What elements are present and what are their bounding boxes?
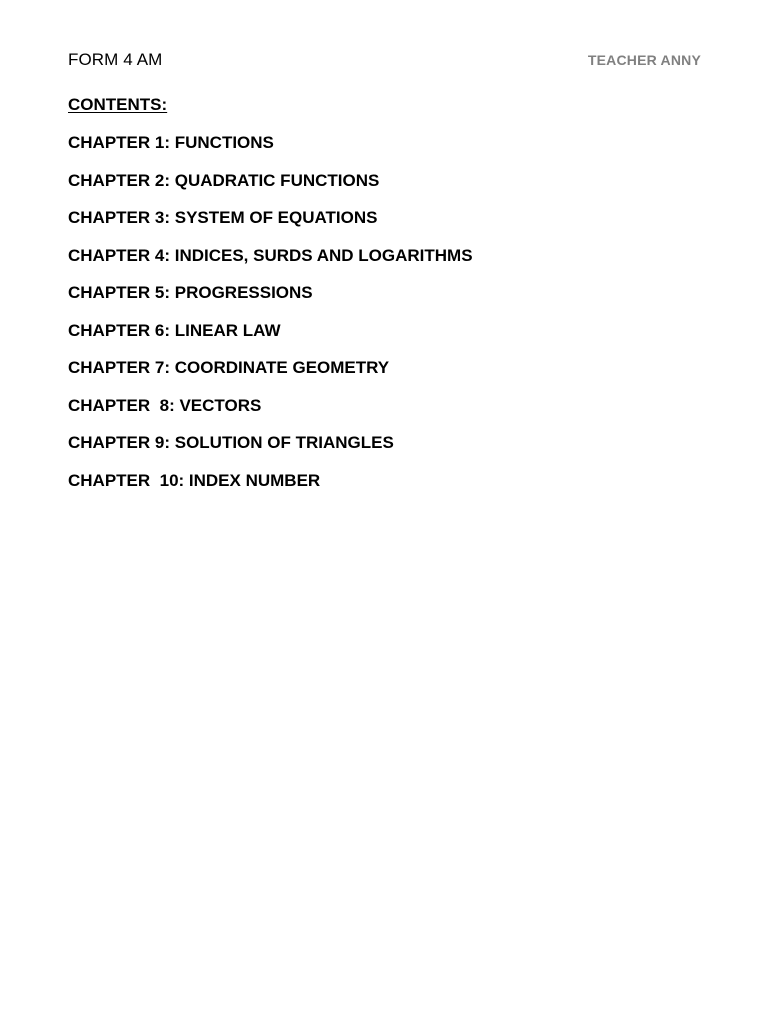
chapter-item: CHAPTER 5: PROGRESSIONS <box>68 283 313 302</box>
chapter-item: CHAPTER 1: FUNCTIONS <box>68 133 274 152</box>
chapter-item: CHAPTER 4: INDICES, SURDS AND LOGARITHMS <box>68 245 473 265</box>
contents-heading: CONTENTS: <box>68 95 168 114</box>
chapter-item: CHAPTER 9: SOLUTION OF TRIANGLES <box>68 433 394 452</box>
form-title: FORM 4 AM <box>68 50 163 69</box>
chapter-list <box>68 132 473 507</box>
chapter-item: CHAPTER 10: INDEX NUMBER <box>68 470 321 490</box>
teacher-name: TEACHER ANNY <box>587 52 701 68</box>
document-header <box>68 48 701 72</box>
chapter-item: CHAPTER 6: LINEAR LAW <box>68 320 281 340</box>
chapter-item: CHAPTER 8: VECTORS <box>68 395 262 415</box>
chapter-item: CHAPTER 3: SYSTEM OF EQUATIONS <box>68 208 378 227</box>
chapter-item: CHAPTER 2: QUADRATIC FUNCTIONS <box>68 170 380 190</box>
chapter-item: CHAPTER 7: COORDINATE GEOMETRY <box>68 358 390 377</box>
